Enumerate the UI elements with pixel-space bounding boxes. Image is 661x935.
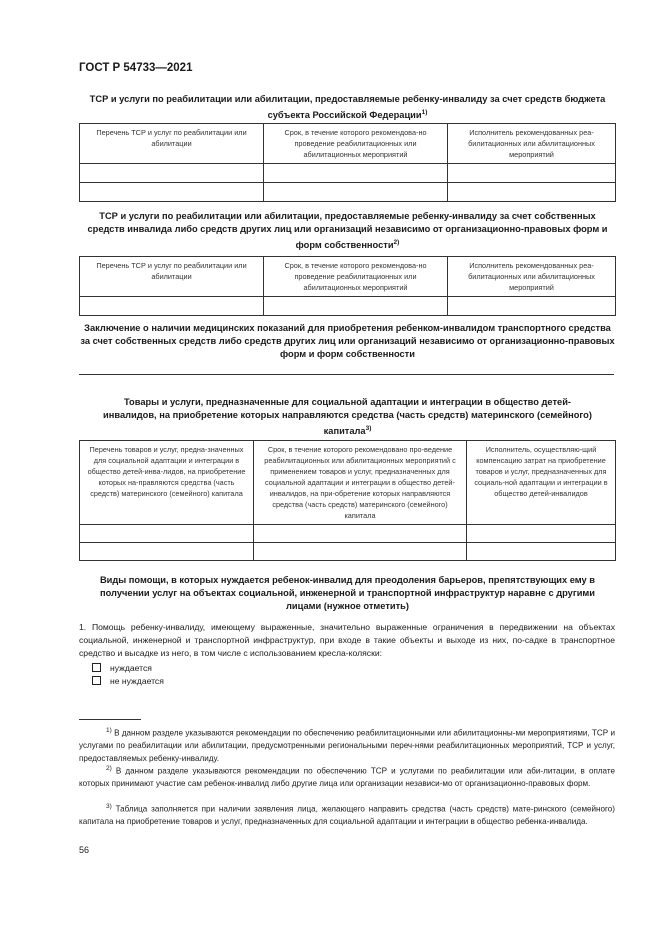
section4-header-executor: Исполнитель, осуществляю-щий компенсацию затрат на приобретение товаров и услуг, предназначенных для социаль-ной адаптации и интеграции в общество детей-инвалидов bbox=[467, 441, 616, 525]
footnote-text: Таблица заполняется при наличии заявления лица, желающего направить средства (часть средств) мате-ринского (семейного) капитала на приобретение товаров и услуг, предназначенных для социальной адаптации и интеграции в общество ребенка-инвалида. bbox=[79, 804, 615, 827]
table-cell[interactable] bbox=[448, 297, 616, 316]
footnote-text: В данном разделе указываются рекомендации по обеспечению ТСР и услугами по реабилитации или аби-литации, в оплате которых принимают участие сам ребенок-инвалид либо другие лица или организации независи-мо от организационно-правовых форм. bbox=[79, 766, 615, 789]
table-cell[interactable] bbox=[80, 183, 264, 202]
footnote-mark: 2) bbox=[106, 765, 112, 772]
table-cell[interactable] bbox=[467, 525, 616, 543]
fill-in-line[interactable] bbox=[79, 374, 614, 375]
section4-title bbox=[100, 396, 595, 438]
table-cell[interactable] bbox=[264, 183, 448, 202]
table-cell[interactable] bbox=[264, 164, 448, 183]
section1-table bbox=[79, 123, 616, 202]
section3-title: Заключение о наличии медицинских показаний для приобретения ребенком-инвалидом транспортного средства за счет собственных средств либо средств других лиц или организаций независимо от организационно-правовых форм и форм собственности bbox=[80, 323, 615, 359]
section2-title bbox=[80, 210, 615, 252]
table-cell[interactable] bbox=[80, 525, 254, 543]
table-cell[interactable] bbox=[254, 543, 467, 561]
option-not-needs[interactable] bbox=[92, 675, 164, 687]
footnote-text: В данном разделе указываются рекомендации по обеспечению реабилитационными или абилитационны-ми мероприятиями, ТСР и услугами по реабилитации или абилитации, предусмотренными региональными переч-нями реабилитационных мероприятий, ТСР и услуг, предоставляемых ребенку-инвалиду. bbox=[79, 728, 615, 763]
option-label: нуждается bbox=[110, 663, 152, 673]
table-cell[interactable] bbox=[254, 525, 467, 543]
option-label: не нуждается bbox=[110, 676, 164, 686]
section2-table bbox=[79, 256, 616, 316]
section4-header-list: Перечень товаров и услуг, предна-значенных для социальной адаптации и интеграции в общество детей-инва-лидов, на приобретение которых на-правляются средства (часть средств) материнского (семейного) капитала bbox=[80, 441, 254, 525]
table-cell[interactable] bbox=[80, 543, 254, 561]
option-needs[interactable] bbox=[92, 662, 152, 674]
section4-table bbox=[79, 440, 616, 561]
checkbox[interactable] bbox=[92, 663, 101, 672]
table-cell[interactable] bbox=[264, 297, 448, 316]
footnote-mark: 3) bbox=[106, 803, 112, 810]
section1-title-text: ТСР и услуги по реабилитации или абилитации, предоставляемые ребенку-инвалиду за счет средств бюджета субъекта Российской Федерации bbox=[89, 94, 606, 121]
footnote-separator bbox=[79, 719, 141, 720]
assistance-item-1: 1. Помощь ребенку-инвалиду, имеющему выраженные, значительно выраженные ограничения в передвижении на объектах социальной, инженерной и транспортной инфраструктур, при входе в такие объекты и выходе из них, по-садке в транспортное средство и высадке из него, в том числе с использованием кресла-коляски: bbox=[79, 622, 615, 658]
table-cell[interactable] bbox=[448, 183, 616, 202]
section1-footnote-mark: 1) bbox=[421, 109, 428, 116]
table-row bbox=[80, 297, 616, 316]
table-row bbox=[80, 525, 616, 543]
standard-designation: ГОСТ Р 54733—2021 bbox=[79, 62, 193, 74]
checkbox[interactable] bbox=[92, 676, 101, 685]
section1-header-executor: Исполнитель рекомендованных реа-билитационных или абилитационных мероприятий bbox=[448, 124, 616, 164]
table-cell[interactable] bbox=[448, 164, 616, 183]
section1-title bbox=[80, 93, 615, 122]
section4-footnote-mark: 3) bbox=[365, 425, 372, 432]
table-row bbox=[80, 183, 616, 202]
footnote-1 bbox=[79, 725, 615, 765]
table-row bbox=[80, 543, 616, 561]
section2-footnote-mark: 2) bbox=[393, 239, 400, 246]
table-cell[interactable] bbox=[467, 543, 616, 561]
section2-title-text: ТСР и услуги по реабилитации или абилитации, предоставляемые ребенку-инвалиду за счет собственных средств инвалида либо средств других лиц или организаций независимо от организационно-правовых форм и форм собственности bbox=[87, 211, 608, 251]
page-number: 56 bbox=[79, 845, 90, 855]
section1-header-list: Перечень ТСР и услуг по реабилитации или абилитации bbox=[80, 124, 264, 164]
section2-header-executor: Исполнитель рекомендованных реа-билитационных или абилитационных мероприятий bbox=[448, 257, 616, 297]
section4-header-term: Срок, в течение которого рекомендовано про-ведение реабилитационных или абилитационных мероприятий с применением товаров и услуг, предназначенных для социальной адаптации и интеграции в общество детей-инвалидов, на при-обретение которых направляются средства (часть средств) материнского (семейного) капитала bbox=[254, 441, 467, 525]
section5-title: Виды помощи, в которых нуждается ребенок-инвалид для преодоления барьеров, препятствующих ему в получении услуг на объектах социальной, инженерной и транспортной инфраструктур наравне с другими лицами (нужное отметить) bbox=[99, 575, 596, 611]
section1-header-term: Срок, в течение которого рекомендова-но проведение реабилитационных или абилитационных мероприятий bbox=[264, 124, 448, 164]
table-cell[interactable] bbox=[80, 164, 264, 183]
footnote-mark: 1) bbox=[106, 727, 112, 734]
section4-title-text: Товары и услуги, предназначенные для социальной адаптации и интеграции в общество детей-инвалидов, на приобретение которых направляются средства (часть средств) материнского (семейного) капитала bbox=[103, 397, 592, 437]
footnote-3 bbox=[79, 801, 615, 829]
table-row bbox=[80, 164, 616, 183]
section2-header-list: Перечень ТСР и услуг по реабилитации или абилитации bbox=[80, 257, 264, 297]
footnote-2 bbox=[79, 763, 615, 791]
table-cell[interactable] bbox=[80, 297, 264, 316]
section2-header-term: Срок, в течение которого рекомендова-но проведение реабилитационных или абилитационных мероприятий bbox=[264, 257, 448, 297]
